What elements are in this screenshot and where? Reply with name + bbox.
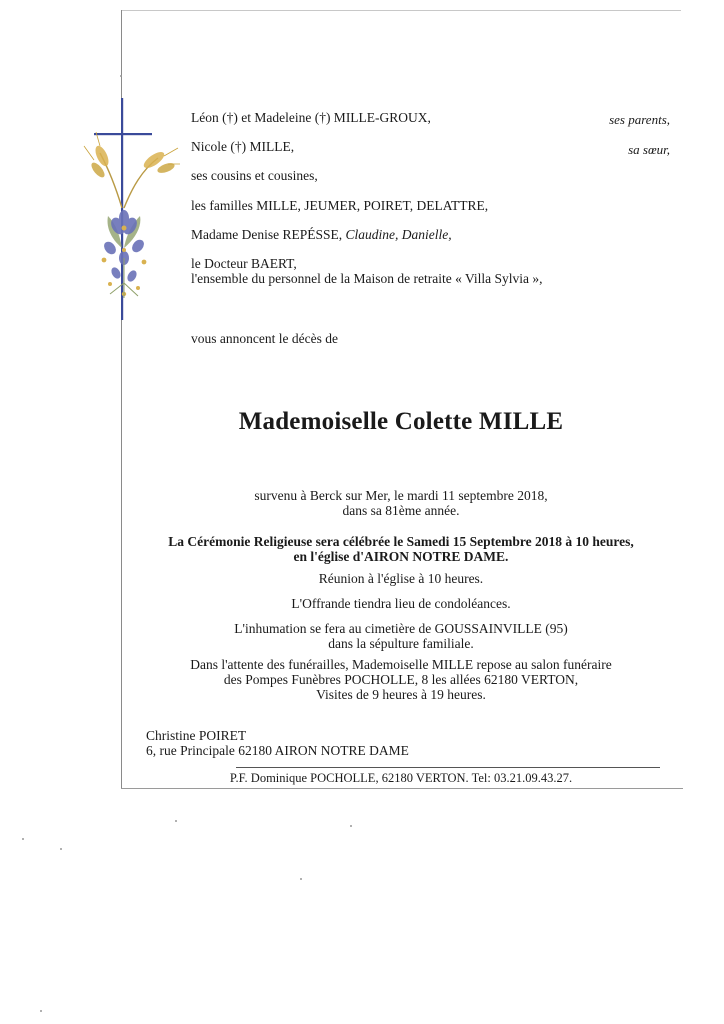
contact-name: Christine POIRET <box>146 728 247 743</box>
scan-speck <box>40 1010 42 1012</box>
scan-speck <box>60 848 62 850</box>
frame-bottom-border <box>121 788 683 789</box>
scan-speck <box>120 75 122 77</box>
inhumation-line-1: L'inhumation se fera au cimetière de GOUSSAINVILLE (95) <box>234 621 568 636</box>
family-line-sister: Nicole (†) MILLE, <box>191 139 295 154</box>
scan-speck <box>300 878 302 880</box>
contact-address: 6, rue Principale 62180 AIRON NOTRE DAME <box>146 743 409 758</box>
scan-speck <box>175 820 177 822</box>
family-line-madame <box>191 227 452 243</box>
funeral-line-2: des Pompes Funèbres POCHOLLE, 8 les allées 62180 VERTON, <box>223 672 579 687</box>
footer-separator <box>236 767 660 768</box>
scan-speck <box>350 825 352 827</box>
family-line-parents: Léon (†) et Madeleine (†) MILLE-GROUX, <box>191 110 431 125</box>
footer-funeral-home: P.F. Dominique POCHOLLE, 62180 VERTON. Tel: 03.21.09.43.27. <box>229 771 573 785</box>
ceremony-line-1: La Cérémonie Religieuse sera célébrée le Samedi 15 Septembre 2018 à 10 heures, <box>168 534 634 549</box>
madame-italic-names: Claudine, Danielle, <box>345 227 452 242</box>
family-line-cousins: ses cousins et cousines, <box>191 168 318 183</box>
family-line-doctor: le Docteur BAERT, <box>191 256 297 271</box>
family-line-families: les familles MILLE, JEUMER, POIRET, DELATTRE, <box>191 198 489 213</box>
ceremony-line-2: en l'église d'AIRON NOTRE DAME. <box>293 549 509 564</box>
inhumation-line-2: dans la sépulture familiale. <box>328 636 474 651</box>
family-line-staff: l'ensemble du personnel de la Maison de retraite « Villa Sylvia », <box>191 271 543 286</box>
deceased-name: Mademoiselle Colette MILLE <box>238 408 564 435</box>
announce-line: vous annoncent le décès de <box>191 331 338 346</box>
role-parents: ses parents, <box>609 112 670 127</box>
death-line-2: dans sa 81ème année. <box>342 503 460 518</box>
death-line-1: survenu à Berck sur Mer, le mardi 11 septembre 2018, <box>254 488 548 503</box>
funeral-line-1: Dans l'attente des funérailles, Mademoiselle MILLE repose au salon funéraire <box>190 657 612 672</box>
madame-name: Madame Denise REPÉSSE, <box>191 227 346 242</box>
offrande-line: L'Offrande tiendra lieu de condoléances. <box>291 596 511 611</box>
scan-speck <box>22 838 24 840</box>
funeral-line-3: Visites de 9 heures à 19 heures. <box>316 687 486 702</box>
frame-top-border <box>121 10 681 11</box>
role-sister: sa sœur, <box>628 142 670 157</box>
reunion-line: Réunion à l'église à 10 heures. <box>318 571 484 586</box>
cross-flower-emblem <box>80 98 180 320</box>
